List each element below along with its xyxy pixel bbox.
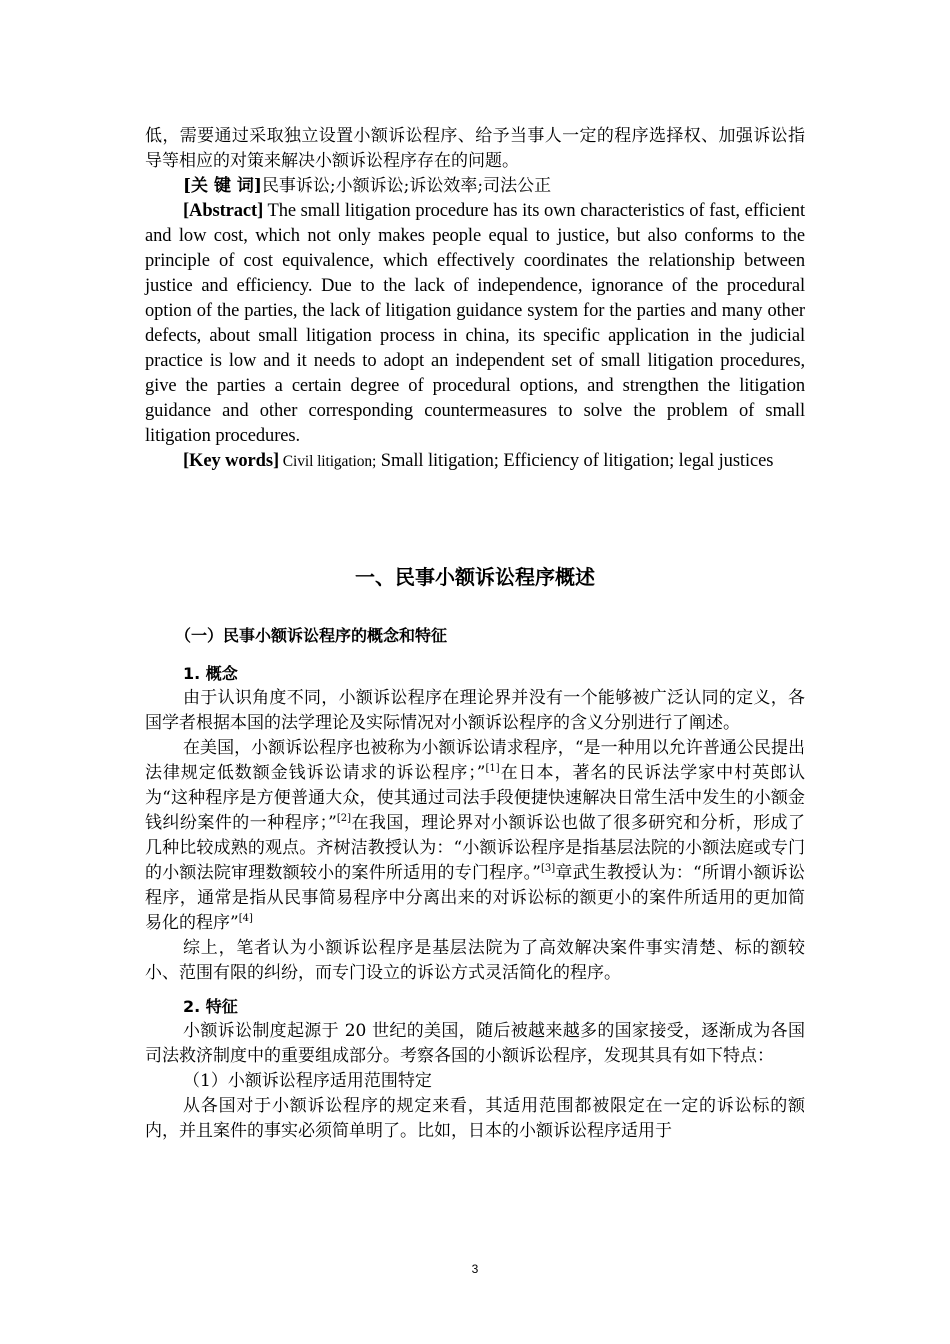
chapter-title: 一、民事小额诉讼程序概述 [355,565,595,589]
features-paragraph-2: 从各国对于小额诉讼程序的规定来看，其适用范围都被限定在一定的诉讼标的额内，并且案件的事实必须简单明了。比如，日本的小额诉讼程序适用于 [145,1096,805,1141]
features-heading: 2. 特征 [183,997,238,1016]
concept-p2-part-b: 在日本，著名的民诉法学家中村英郎认为“这种程序是方便普通大众，使其通过司法手段便捷快速解决日常生活中发生的小额金钱纠纷案件的一种程序；” [145,763,805,833]
concept-paragraph-2 [145,736,805,936]
keywords-en-rest: Small litigation; Efficiency of litigation; legal justices [376,451,774,471]
keywords-en-label: [Key words] [183,451,280,471]
concept-p2-part-a: 在美国，小额诉讼程序也被称为小额诉讼请求程序，“是一种用以允许普通公民提出法律规定低数额金钱诉讼请求的诉讼程序；” [145,738,805,783]
page-number: 3 [471,1262,479,1276]
concept-p2-part-c: 在我国，理论界对小额诉讼也做了很多研究和分析，形成了几种比较成熟的观点。齐树洁教授认为：“小额诉讼程序是指基层法院的小额法庭或专门的小额法院审理数额较小的案件所适用的专门程序。” [145,813,805,883]
spacer [145,986,805,994]
abstract-en-text: The small litigation procedure has its own characteristics of fast, efficient and low cost, which not only makes people equal to justice, but also conforms to the principle of cost equivalence, which effectively coordinates the relationship between justice and efficiency. Due to the lack of independence, ignorance of the procedural option of the parties, the lack of litigation guidance system for the parties and many other defects, about small litigation process in china, its specific application in the judicial practice is low and it needs to adopt an independent set of small litigation procedures, give the parties a certain degree of procedural options, and strengthen the litigation guidance and other corresponding countermeasures to solve the problem of small litigation procedures. [145,201,805,446]
section-title: （一）民事小额诉讼程序的概念和特征 [175,626,448,645]
document-page [145,124,805,1141]
concept-heading: 1. 概念 [183,664,238,683]
concept-paragraph-3: 综上，笔者认为小额诉讼程序是基层法院为了高效解决案件事实清楚、标的额较小、范围有限的纠纷，而专门设立的诉讼方式灵活简化的程序。 [145,938,805,983]
keywords-en [145,449,805,474]
keywords-en-first: Civil litigation; [279,453,377,470]
keywords-cn-text: 民事诉讼;小额诉讼;诉讼效率;司法公正 [261,176,552,196]
abstract-en-label: [Abstract] [183,201,264,221]
keywords-cn-label: [关 键 词] [183,176,262,196]
features-item-1: （1）小额诉讼程序适用范围特定 [183,1071,432,1091]
citation-ref-1: [1] [485,763,500,774]
abstract-cn-tail: 低，需要通过采取独立设置小额诉讼程序、给予当事人一定的程序选择权、加强诉讼指导等相应的对策来解决小额诉讼程序存在的问题。 [145,126,805,171]
citation-ref-3: [3] [541,863,556,874]
keywords-cn [145,174,805,199]
concept-paragraph-1: 由于认识角度不同，小额诉讼程序在理论界并没有一个能够被广泛认同的定义，各国学者根据本国的法学理论及实际情况对小额诉讼程序的含义分别进行了阐述。 [145,688,805,733]
features-paragraph-1: 小额诉讼制度起源于 20 世纪的美国，随后被越来越多的国家接受，逐渐成为各国司法救济制度中的重要组成部分。考察各国的小额诉讼程序，发现其具有如下特点： [145,1021,805,1066]
concept-p2-part-d: 章武生教授认为：“所谓小额诉讼程序，通常是指从民事简易程序中分离出来的对诉讼标的额更小的案件所适用的更加简易化的程序” [145,863,805,933]
abstract-en [145,199,805,449]
citation-ref-2: [2] [336,813,351,824]
section-body [145,661,805,1144]
citation-ref-4: [4] [238,913,253,924]
